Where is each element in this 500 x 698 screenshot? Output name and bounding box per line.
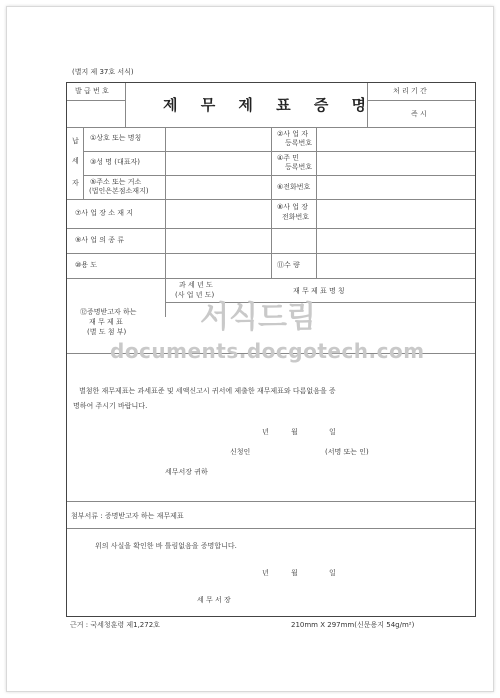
business-location-label: ⑦사 업 장 소 재 지 bbox=[75, 209, 133, 217]
divider bbox=[67, 501, 475, 502]
divider bbox=[271, 127, 272, 278]
applicant-label-2: 세 bbox=[72, 157, 79, 165]
divider bbox=[165, 127, 166, 317]
request-text-line1: 별첨한 재무제표는 과세표준 및 세액신고시 귀서에 제출한 재무제표와 다름없음을 증 bbox=[79, 387, 336, 395]
address-label-2: (법인은본점소재지) bbox=[89, 187, 149, 195]
business-phone-label-2: 전화번호 bbox=[282, 213, 310, 221]
date-year-label: 년 bbox=[262, 428, 269, 436]
business-phone-label: ⑧사 업 장 bbox=[277, 203, 309, 211]
applicant-label-3: 자 bbox=[72, 179, 79, 187]
divider bbox=[67, 199, 475, 200]
confirmation-text: 위의 사실을 확인한 바 틀림없음을 증명합니다. bbox=[95, 542, 237, 550]
divider bbox=[367, 100, 475, 101]
signature-label: (서명 또는 인) bbox=[325, 448, 369, 456]
business-type-label: ⑨사 업 의 종 류 bbox=[75, 236, 124, 244]
divider bbox=[67, 228, 475, 229]
confirm-day-label: 일 bbox=[329, 569, 336, 577]
tax-year-label: 과 세 년 도 bbox=[179, 281, 213, 289]
footer-basis: 근거 : 국세청훈령 제1,272호 bbox=[70, 621, 160, 629]
divider bbox=[67, 528, 475, 529]
divider bbox=[67, 253, 475, 254]
divider bbox=[83, 175, 475, 176]
tax-certificate-form bbox=[66, 82, 476, 617]
attachment-label: 첨부서류 : 증명받고자 하는 재무제표 bbox=[71, 512, 184, 520]
issue-number-label: 발 급 번 호 bbox=[75, 87, 109, 95]
tax-office-label: 세 무 서 장 bbox=[197, 596, 231, 604]
quantity-label: ⑪수 량 bbox=[277, 261, 300, 269]
request-text-line2: 명하여 주시기 바랍니다. bbox=[73, 402, 148, 410]
business-name-label: ①상호 또는 명칭 bbox=[90, 134, 142, 142]
statement-name-label: 재 무 제 표 명 칭 bbox=[293, 287, 345, 295]
financial-statement-label: ⑫증명받고자 하는 bbox=[80, 308, 137, 316]
resident-reg-no-label-2: 등록번호 bbox=[285, 163, 313, 171]
applicant-label-1: 납 bbox=[72, 137, 79, 145]
watermark-url: documents.docgotech.com bbox=[110, 339, 425, 363]
financial-statement-label-3: (별 도 첨 부) bbox=[87, 328, 127, 336]
addressee-label: 세무서장 귀하 bbox=[165, 468, 208, 476]
address-label: ⑤주소 또는 거소 bbox=[90, 178, 142, 186]
confirm-month-label: 월 bbox=[291, 569, 298, 577]
tax-year-label-2: (사 업 년 도) bbox=[175, 291, 215, 299]
resident-reg-no-label: ④주 민 bbox=[277, 154, 300, 162]
applicant-label: 신청인 bbox=[230, 448, 251, 456]
usage-label: ⑩용 도 bbox=[75, 261, 98, 269]
divider bbox=[316, 127, 317, 278]
footer-paper-size: 210mm X 297mm(신문용지 54g/m²) bbox=[291, 621, 415, 629]
representative-label: ③성 명 (대표자) bbox=[90, 158, 140, 166]
financial-statement-label-2: 재 무 제 표 bbox=[89, 318, 123, 326]
divider bbox=[83, 127, 84, 199]
processing-period-label: 처 리 기 간 bbox=[393, 87, 427, 95]
form-title: 제 무 제 표 증 명 bbox=[163, 96, 376, 114]
date-month-label: 월 bbox=[291, 428, 298, 436]
divider bbox=[83, 151, 475, 152]
divider bbox=[67, 100, 125, 101]
divider bbox=[125, 83, 126, 127]
phone-label: ⑥전화번호 bbox=[277, 183, 311, 191]
form-number: (별지 제 37호 서식) bbox=[72, 68, 134, 76]
divider bbox=[67, 278, 475, 279]
business-reg-no-label: ②사 업 자 bbox=[277, 130, 309, 138]
watermark-title: 서식드림 bbox=[200, 300, 316, 335]
confirm-year-label: 년 bbox=[262, 569, 269, 577]
date-day-label: 일 bbox=[329, 428, 336, 436]
processing-period-value: 즉 시 bbox=[411, 110, 427, 118]
business-reg-no-label-2: 등록번호 bbox=[285, 139, 313, 147]
